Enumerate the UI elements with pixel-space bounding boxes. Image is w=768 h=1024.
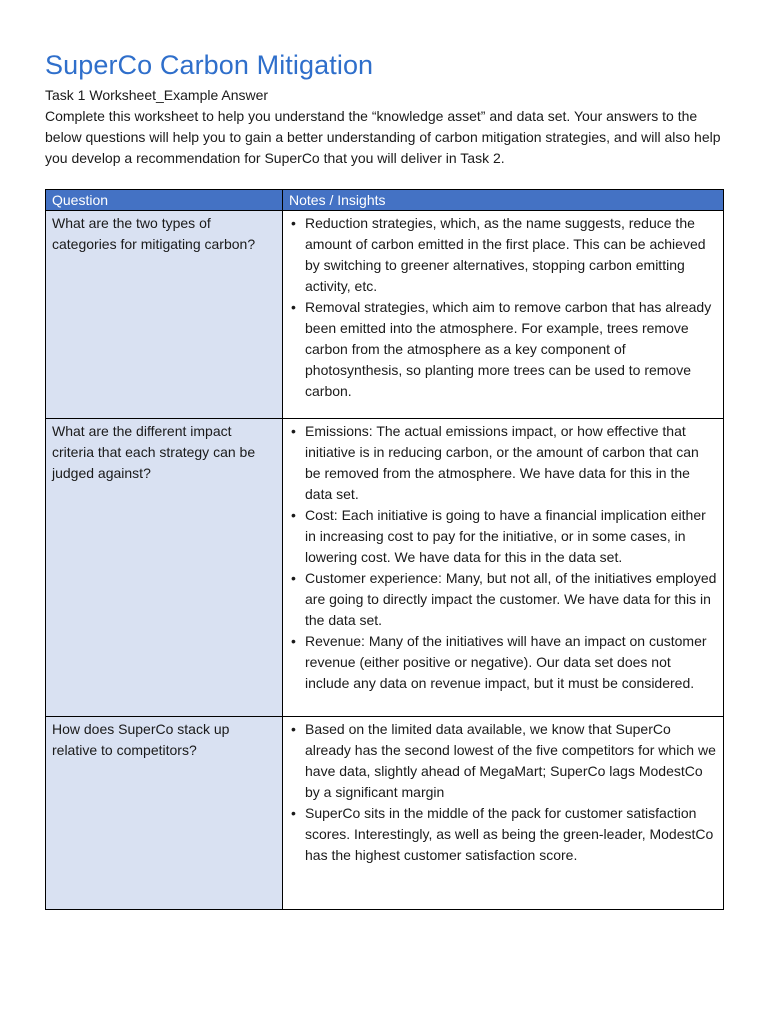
header-notes: Notes / Insights <box>283 190 724 211</box>
list-item <box>289 568 717 631</box>
intro-paragraph: Complete this worksheet to help you understand the “knowledge asset” and data set. Your answers to the below questions will help you to gain a better understanding of carbon mitigation strategies, and will also help you develop a recommendation for SuperCo that you will deliver in Task 2. <box>45 108 721 166</box>
bullet-icon: • <box>291 633 296 649</box>
list-item <box>289 719 717 803</box>
page-subtitle: Task 1 Worksheet_Example Answer <box>45 87 269 103</box>
note-text: Cost: Each initiative is going to have a financial implication either in increasing cost to pay for the initiative, or in some cases, in lowering cost. We have data for this in the data set. <box>305 507 706 565</box>
note-text: Based on the limited data available, we know that SuperCo already has the second lowest of the five competitors for which we have data, slightly ahead of MegaMart; SuperCo lags ModestCo by a significant margin <box>305 721 716 800</box>
note-text: Reduction strategies, which, as the name suggests, reduce the amount of carbon emitted in the first place. This can be achieved by switching to greener alternatives, stopping carbon emitting activity, etc. <box>305 215 706 294</box>
worksheet-table <box>45 189 724 910</box>
header-question: Question <box>46 190 283 211</box>
question-cell: What are the different impact criteria that each strategy can be judged against? <box>46 419 283 717</box>
note-text: Removal strategies, which aim to remove carbon that has already been emitted into the atmosphere. For example, trees remove carbon from the atmosphere as a key component of photosynthesis, so planting more trees can be used to remove carbon. <box>305 299 712 399</box>
question-cell: How does SuperCo stack up relative to competitors? <box>46 717 283 910</box>
bullet-icon: • <box>291 423 296 439</box>
note-text: Customer experience: Many, but not all, of the initiatives employed are going to directly impact the customer. We have data for this in the data set. <box>305 570 717 628</box>
notes-cell <box>283 717 724 910</box>
table-header-row <box>46 190 724 211</box>
list-item <box>289 297 717 402</box>
table-row <box>46 419 724 717</box>
note-text: Emissions: The actual emissions impact, or how effective that initiative is in reducing carbon, or the amount of carbon that can be removed from the atmosphere. We have data for this in the data set. <box>305 423 699 502</box>
worksheet-page <box>45 48 723 910</box>
note-text: SuperCo sits in the middle of the pack for customer satisfaction scores. Interestingly, as well as being the green-leader, ModestCo has the highest customer satisfaction score. <box>305 805 714 863</box>
notes-cell <box>283 211 724 419</box>
notes-cell <box>283 419 724 717</box>
bullet-icon: • <box>291 570 296 586</box>
list-item <box>289 421 717 505</box>
notes-list <box>289 421 717 694</box>
notes-list <box>289 213 717 402</box>
question-cell: What are the two types of categories for mitigating carbon? <box>46 211 283 419</box>
bullet-icon: • <box>291 215 296 231</box>
bullet-icon: • <box>291 299 296 315</box>
note-text: Revenue: Many of the initiatives will have an impact on customer revenue (either positive or negative). Our data set does not include any data on revenue impact, but it must be considered. <box>305 633 707 691</box>
bullet-icon: • <box>291 805 296 821</box>
bullet-icon: • <box>291 721 296 737</box>
list-item <box>289 631 717 694</box>
page-title: SuperCo Carbon Mitigation <box>45 50 374 80</box>
list-item <box>289 213 717 297</box>
notes-list <box>289 719 717 866</box>
list-item <box>289 505 717 568</box>
table-row <box>46 717 724 910</box>
table-row <box>46 211 724 419</box>
bullet-icon: • <box>291 507 296 523</box>
list-item <box>289 803 717 866</box>
